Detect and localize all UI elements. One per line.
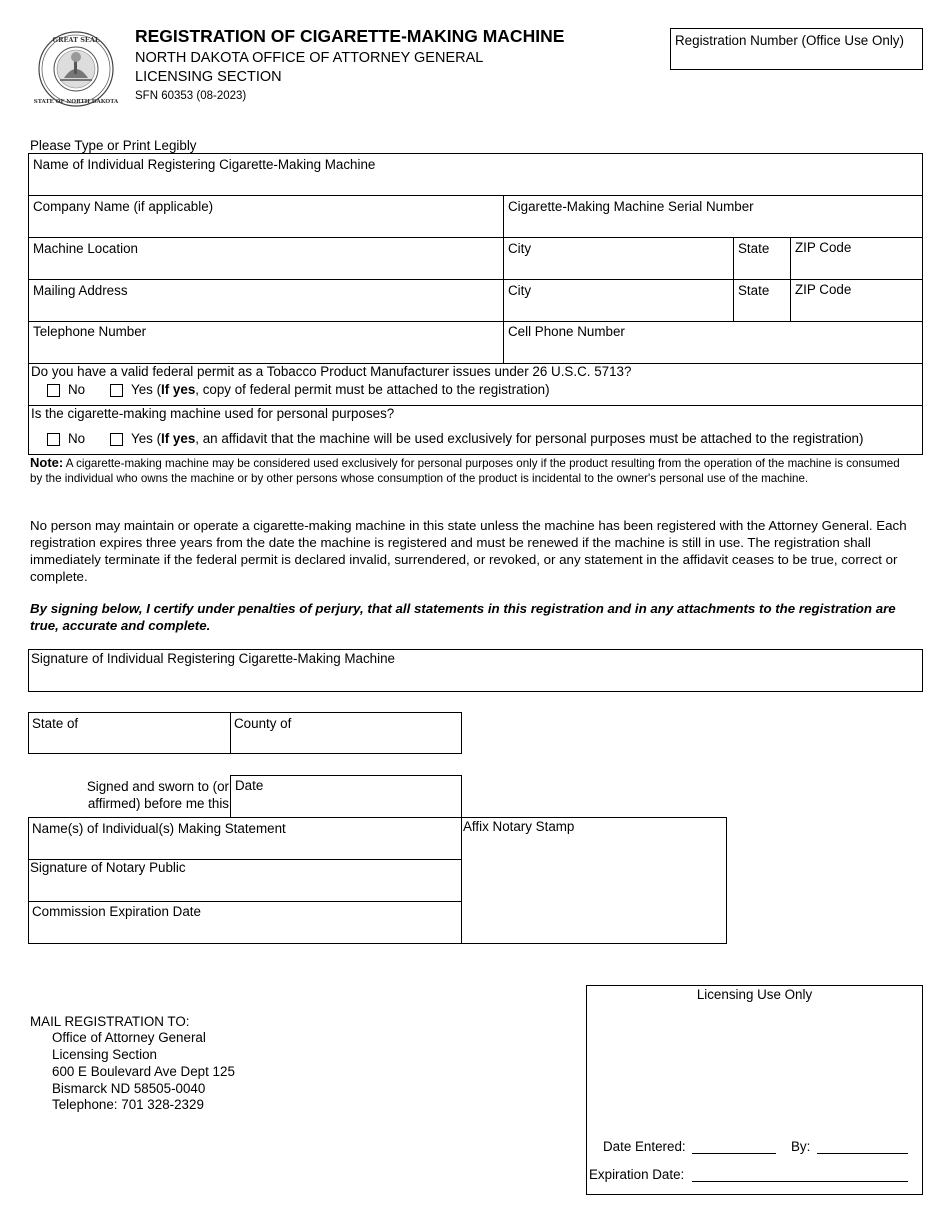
date-entered-line[interactable]	[692, 1153, 776, 1154]
form-title: REGISTRATION OF CIGARETTE-MAKING MACHINE	[135, 26, 565, 46]
notary-signature-field[interactable]	[28, 859, 462, 901]
county-of-label: County of	[234, 716, 292, 731]
serial-number-label: Cigarette-Making Machine Serial Number	[508, 199, 754, 214]
cell-phone-label: Cell Phone Number	[508, 324, 625, 339]
mail-line: Office of Attorney General	[52, 1030, 206, 1045]
federal-permit-no-checkbox[interactable]	[47, 384, 60, 397]
federal-permit-yes-checkbox[interactable]	[110, 384, 123, 397]
statement-names-field[interactable]	[28, 817, 462, 859]
registration-number-label: Registration Number (Office Use Only)	[675, 33, 904, 48]
form-number: SFN 60353 (08-2023)	[135, 90, 247, 102]
machine-location-field[interactable]	[28, 237, 503, 279]
cell-phone-field[interactable]	[503, 321, 923, 363]
by-line[interactable]	[817, 1153, 908, 1154]
state-seal-icon	[33, 30, 119, 108]
mail-line: Licensing Section	[52, 1047, 157, 1062]
question-federal-permit: Do you have a valid federal permit as a Tobacco Product Manufacturer issues under 26 U.S.C. 5713?	[31, 364, 632, 379]
city-label: City	[508, 283, 532, 298]
personal-purposes-no-checkbox[interactable]	[47, 433, 60, 446]
agency-name: NORTH DAKOTA OFFICE OF ATTORNEY GENERAL	[135, 50, 484, 66]
notary-signature-label: Signature of Notary Public	[30, 860, 186, 875]
mail-line: Telephone: 701 328-2329	[52, 1097, 204, 1112]
registration-number-field[interactable]	[670, 28, 923, 70]
question-personal-purposes: Is the cigarette-making machine used for personal purposes?	[31, 406, 395, 421]
federal-permit-yes-label: Yes (If yes, copy of federal permit must be attached to the registration)	[131, 382, 550, 397]
mail-line: 600 E Boulevard Ave Dept 125	[52, 1064, 235, 1079]
mailing-zip-field[interactable]	[790, 279, 923, 321]
state-of-label: State of	[32, 716, 79, 731]
notary-stamp-label: Affix Notary Stamp	[463, 819, 575, 834]
telephone-label: Telephone Number	[33, 324, 147, 339]
county-of-field[interactable]	[230, 712, 462, 754]
section-name: LICENSING SECTION	[135, 69, 282, 85]
individual-name-field[interactable]	[28, 153, 923, 195]
sworn-line-2: affirmed) before me this	[87, 796, 229, 811]
statement-names-label: Name(s) of Individual(s) Making Statement	[32, 821, 286, 836]
by-label: By:	[791, 1139, 811, 1154]
state-label: State	[738, 283, 770, 298]
notary-stamp-area[interactable]	[461, 817, 727, 944]
registration-rules-paragraph: No person may maintain or operate a cigarette-making machine in this state unless the machine has been registered with the Attorney General. Each registration expires three years from the date the machine is registered and must be renewed if the machine is still in use. The registration shall immediately terminate if the federal permit is declared invalid, surrendered, or revoked, or any statement in the affidavit ceases to be true, correct or complete.	[30, 518, 907, 584]
licensing-use-box	[586, 985, 923, 1195]
expiration-date-line[interactable]	[692, 1181, 908, 1182]
city-label: City	[508, 241, 532, 256]
personal-purposes-yes-checkbox[interactable]	[110, 433, 123, 446]
individual-name-label: Name of Individual Registering Cigarette-Making Machine	[33, 157, 376, 172]
company-name-field[interactable]	[28, 195, 503, 237]
zip-label: ZIP Code	[795, 282, 852, 297]
signature-field[interactable]	[28, 649, 923, 692]
federal-permit-no-label: No	[68, 382, 86, 397]
mail-line: Bismarck ND 58505-0040	[52, 1081, 206, 1096]
note: Note: A cigarette-making machine may be considered used exclusively for personal purposes only if the product resulting from the operation of the machine is consumed by the individual who owns the machine or by other persons whose consumption of the product is incidental to the owner's personal use of the machine.	[30, 455, 900, 485]
state-label: State	[738, 241, 770, 256]
date-field[interactable]	[230, 775, 462, 818]
date-entered-label: Date Entered:	[603, 1139, 686, 1154]
mail-heading: MAIL REGISTRATION TO:	[30, 1014, 190, 1029]
mailing-address-label: Mailing Address	[33, 283, 128, 298]
machine-city-field[interactable]	[503, 237, 733, 279]
machine-location-label: Machine Location	[33, 241, 138, 256]
mailing-city-field[interactable]	[503, 279, 733, 321]
sworn-line-1: Signed and sworn to (or	[86, 779, 229, 794]
expiration-date-label: Expiration Date:	[589, 1167, 685, 1182]
machine-zip-field[interactable]	[790, 237, 923, 279]
instructions: Please Type or Print Legibly	[30, 138, 197, 153]
telephone-field[interactable]	[28, 321, 503, 363]
date-label: Date	[235, 778, 264, 793]
certification-statement: By signing below, I certify under penalties of perjury, that all statements in this registration and in any attachments to the registration are true, accurate and complete.	[30, 601, 896, 633]
zip-label: ZIP Code	[795, 240, 852, 255]
svg-text:STATE OF NORTH DAKOTA: STATE OF NORTH DAKOTA	[33, 99, 119, 105]
state-of-field[interactable]	[28, 712, 230, 754]
machine-state-field[interactable]	[733, 237, 790, 279]
signature-label: Signature of Individual Registering Cigarette-Making Machine	[31, 651, 395, 666]
personal-purposes-no-label: No	[68, 431, 86, 446]
mailing-address-field[interactable]	[28, 279, 503, 321]
serial-number-field[interactable]	[503, 195, 923, 237]
licensing-use-title: Licensing Use Only	[696, 987, 813, 1002]
commission-expiration-field[interactable]	[28, 901, 462, 943]
commission-expiration-label: Commission Expiration Date	[32, 904, 201, 919]
svg-text:GREAT SEAL: GREAT SEAL	[52, 36, 100, 44]
company-name-label: Company Name (if applicable)	[33, 199, 214, 214]
personal-purposes-yes-label: Yes (If yes, an affidavit that the machine will be used exclusively for personal purposes must be attached to the registration)	[131, 431, 864, 446]
mailing-state-field[interactable]	[733, 279, 790, 321]
